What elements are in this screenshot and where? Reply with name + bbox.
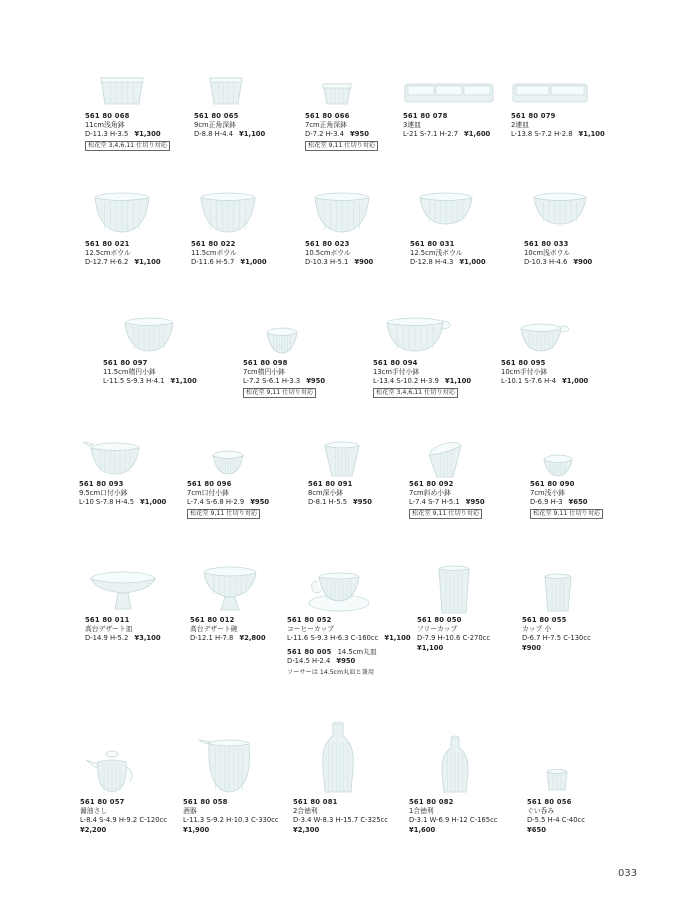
product-price: ¥650 [527,825,546,834]
product-spec: D-11.6 H-5.7 [191,258,235,267]
product-name: 11.5cmボウル [191,249,237,258]
product-code: 561 80 021 [85,240,130,248]
product-spec: D-11.3 H-3.5 [85,130,129,139]
slanted-bowl-icon [409,440,479,484]
product-price: ¥1,100 [134,258,161,267]
product-name: 10.5cmボウル [305,249,351,258]
product-name: 2連皿 [511,121,529,130]
saucer-line [287,648,411,657]
product-code: 561 80 095 [501,359,546,367]
product-name: 高台デザート皿 [85,625,133,634]
product-info [308,480,372,508]
saucer-name: 14.5cm丸皿 [337,647,377,656]
product-info [403,112,490,140]
product-code: 561 80 097 [103,359,148,367]
product-info [243,359,325,398]
oval-bowl-small-icon [243,315,313,363]
product-name: 7cm斜め小鉢 [409,489,451,498]
product-spec-line [305,258,373,267]
product-name: 7cm浅小鉢 [530,489,566,498]
product-spec: L-7.4 S-6.8 H-2.9 [187,498,245,507]
product-name: 11cm浅角鉢 [85,121,125,130]
product-spec: L-10 S-7.8 H-4.5 [79,498,135,507]
product-spec: D-12.7 H-6.2 [85,258,129,267]
product-price: ¥1,600 [409,825,436,834]
product-code: 561 80 033 [524,240,569,248]
product-price: ¥1,000 [459,258,486,267]
shallow-bowl-icon [410,190,480,244]
small-sake-bottle-icon [409,718,479,802]
product-spec-line [190,634,266,643]
product-price: ¥650 [568,498,588,507]
product-spec-line [194,130,265,139]
compatibility-note: 松花堂 9,11 仕切り対応 [305,141,378,151]
product-name: 9cm正角深鉢 [194,121,236,130]
product-spec: L-11.5 S-9.3 H-4.1 [103,377,165,386]
saucer-remark: ソーサーは 14.5cm丸皿と兼用 [287,669,375,677]
product-price: ¥1,900 [183,825,210,834]
product-price-line [527,826,585,835]
product-info [530,480,603,519]
product-name: フリーカップ [417,625,458,634]
product-price: ¥1,100 [170,377,197,386]
handled-bowl-small-icon [501,315,581,363]
handled-bowl-icon [373,315,453,363]
large-sake-bottle-icon [293,718,363,802]
product-price: ¥950 [353,498,372,507]
product-name: 7cm正角深鉢 [305,121,347,130]
rect-shallow-dish-icon [85,70,145,114]
footed-dessert-bowl-icon [190,563,270,622]
product-code: 561 80 022 [191,240,236,248]
saucer-price: ¥950 [336,656,356,665]
product-spec-line [79,498,166,507]
product-info [79,480,166,508]
product-name: 12.5cm浅ボウル [410,249,463,258]
product-price: ¥900 [354,258,374,267]
product-name: ぐい呑み [527,807,555,816]
product-info [80,798,167,835]
bowl-icon [191,190,261,244]
product-name: 10cm手付小鉢 [501,368,548,377]
product-price: ¥1,000 [240,258,267,267]
product-name: 高台デザート碗 [190,625,238,634]
saucer-spec: D-14.5 H-2.4 [287,656,331,665]
tall-cup-icon [417,563,477,622]
product-code: 561 80 096 [187,480,232,488]
product-info [191,240,267,268]
compatibility-note: 松花堂 9,11 仕切り対応 [409,509,482,519]
product-info [194,112,265,140]
shallow-bowl-icon [524,190,594,244]
product-info [85,240,161,268]
product-price: ¥2,800 [239,634,266,643]
coffee-cup-icon [287,563,377,622]
product-price-line [417,644,490,653]
product-name: 9.5cm口付小鉢 [79,489,128,498]
product-info [190,616,266,644]
product-price-line [522,644,591,653]
product-code: 561 80 065 [194,112,239,120]
product-price: ¥950 [465,498,485,507]
product-info [305,112,378,151]
product-code: 561 80 050 [417,616,462,624]
product-code: 561 80 098 [243,359,288,367]
product-info [293,798,388,835]
product-spec: D-6.7 H-7.5 C-130cc [522,634,591,643]
product-info [85,112,170,151]
product-price: ¥1,000 [140,498,167,507]
soy-pot-icon [80,718,140,802]
product-code: 561 80 078 [403,112,448,120]
product-price: ¥950 [350,130,369,139]
compatibility-note: 松花堂 9,11 仕切り対応 [187,509,260,519]
product-spec: L-21 S-7.1 H-2.7 [403,130,459,139]
product-spec-line [501,377,588,386]
small-shallow-bowl-icon [530,440,600,484]
product-price-line [183,826,279,835]
product-name: 11.5cm楕円小鉢 [103,368,156,377]
product-name: 醤油さし [80,807,108,816]
product-code: 561 80 012 [190,616,235,624]
product-name: 12.5cmボウル [85,249,131,258]
product-price: ¥1,100 [578,130,605,139]
product-info [511,112,605,140]
bowl-icon [85,190,155,244]
product-spec-line [80,816,167,825]
product-spec: L-7.4 S-7 H-5.1 [409,498,460,507]
product-spec-line [85,258,161,267]
product-code: 561 80 052 [287,616,332,624]
product-spec: L-13.8 S-7.2 H-2.8 [511,130,573,139]
footed-dessert-plate-icon [85,563,165,622]
product-code: 561 80 091 [308,480,353,488]
oval-bowl-icon [103,315,173,363]
product-code: 561 80 094 [373,359,418,367]
product-info [85,616,161,644]
product-info [524,240,592,268]
compatibility-note: 松花堂 9,11 仕切り対応 [530,509,603,519]
product-info [410,240,486,268]
double-dish-icon [511,70,591,114]
product-spec: D-3.4 W-8.3 H-15.7 C-325cc [293,816,389,825]
product-code: 561 80 081 [293,798,338,806]
deep-bowl-icon [308,440,378,484]
product-spec: D-3.1 W-6.9 H-12 C-165cc [409,816,498,825]
saucer-code: 561 80 005 [287,647,332,656]
product-spec-line [187,498,269,507]
product-code: 561 80 058 [183,798,228,806]
product-spec-line [522,634,591,643]
product-info [183,798,279,835]
product-name: 2合徳利 [293,807,318,816]
compatibility-note: 松花堂 3,4,6,11 仕切り対応 [373,388,458,398]
product-spec-line [409,498,485,507]
product-price: ¥1,100 [417,643,444,652]
product-spec: D-5.5 H-4 C-40cc [527,816,586,825]
product-name: 10cm浅ボウル [524,249,570,258]
product-spec-line [373,377,471,386]
product-spec: D-12.8 H-4.3 [410,258,454,267]
product-spec: D-10.3 H-4.6 [524,258,568,267]
product-spec: L-11.6 S-9.3 H-6.3 C-160cc [287,634,379,643]
product-name: 7cm口付小鉢 [187,489,229,498]
product-info [409,480,485,519]
product-spec-line [524,258,592,267]
product-spec-line [403,130,490,139]
product-info [305,240,373,268]
product-spec: D-8.8 H-4.4 [194,130,234,139]
product-spec-line [527,816,585,825]
product-code: 561 80 082 [409,798,454,806]
product-name: 13cm手付小鉢 [373,368,420,377]
product-code: 561 80 057 [80,798,125,806]
product-price: ¥1,100 [444,377,472,386]
product-spec-line [103,377,197,386]
product-spec: D-6.9 H-3 [530,498,563,507]
product-price: ¥1,600 [464,130,491,139]
product-spec: D-7.2 H-3.4 [305,130,345,139]
product-name: 3連皿 [403,121,421,130]
product-spec-line [305,130,378,139]
triple-dish-icon [403,70,503,114]
product-spec: D-10.3 H-5.1 [305,258,349,267]
product-spec-line [530,498,603,507]
square-deep-bowl-small-icon [305,70,365,114]
product-price: ¥2,200 [80,825,107,834]
product-spec-line [85,634,161,643]
product-spec: D-7.9 H-10.6 C-270cc [417,634,491,643]
page-number: 033 [618,868,638,879]
product-spec: D-12.1 H-7.8 [190,634,234,643]
compatibility-note: 松花堂 3,4,6,11 仕切り対応 [85,141,170,151]
product-price: ¥950 [306,377,326,386]
sake-pitcher-icon [183,718,263,802]
product-spec-line [410,258,486,267]
product-info [409,798,498,835]
product-code: 561 80 066 [305,112,350,120]
product-info [417,616,490,653]
saucer-spec-line [287,657,411,666]
product-spec-line [191,258,267,267]
product-spec: L-11.3 S-9.2 H-10.3 C-330cc [183,816,279,825]
product-code: 561 80 068 [85,112,130,120]
product-spec-line [243,377,325,386]
product-code: 561 80 090 [530,480,575,488]
product-price: ¥1,000 [562,377,589,386]
product-price: ¥3,100 [134,634,161,643]
product-name: 1合徳利 [409,807,434,816]
product-spec: L-10.1 S-7.6 H-4 [501,377,557,386]
square-deep-bowl-icon [194,70,254,114]
product-spec-line [287,634,411,643]
product-code: 561 80 056 [527,798,572,806]
product-price: ¥1,100 [239,130,266,139]
product-price: ¥2,300 [293,825,320,834]
product-code: 561 80 055 [522,616,567,624]
product-code: 561 80 079 [511,112,556,120]
product-price: ¥900 [522,643,541,652]
product-spec: D-14.9 H-5.2 [85,634,129,643]
product-info [527,798,585,835]
product-price-line [293,826,388,835]
product-price-line [409,826,498,835]
product-price: ¥900 [573,258,593,267]
product-spec-line [511,130,605,139]
product-name: 7cm楕円小鉢 [243,368,285,377]
product-price-line [80,826,167,835]
product-spec-line [293,816,388,825]
product-spec-line [183,816,279,825]
product-code: 561 80 023 [305,240,350,248]
small-cup-icon [522,563,582,622]
product-spec-line [417,634,490,643]
product-spec-line [85,130,170,139]
product-spec: L-8.4 S-4.9 H-9.2 C-120cc [80,816,168,825]
product-price: ¥950 [250,498,270,507]
product-info [103,359,197,387]
product-name: 酒器 [183,807,197,816]
bowl-icon [305,190,375,244]
product-price: ¥1,100 [384,634,411,643]
product-name: コーヒーカップ [287,625,335,634]
spouted-bowl-icon [79,440,149,484]
product-info [287,616,411,677]
product-spec: L-13.4 S-10.2 H-3.9 [373,377,439,386]
product-spec: L-7.2 S-6.1 H-3.3 [243,377,301,386]
product-code: 561 80 093 [79,480,124,488]
product-code: 561 80 092 [409,480,454,488]
product-price: ¥1,300 [134,130,161,139]
product-spec-line [409,816,498,825]
spouted-bowl-small-icon [187,440,257,484]
product-code: 561 80 031 [410,240,455,248]
product-name: カップ 小 [522,625,552,634]
product-info [187,480,269,519]
product-spec-line [308,498,372,507]
product-info [373,359,471,398]
product-info [522,616,591,653]
product-name: 8cm深小鉢 [308,489,344,498]
product-spec: D-8.1 H-5.5 [308,498,348,507]
product-info [501,359,588,387]
sake-cup-icon [527,718,587,802]
compatibility-note: 松花堂 9,11 仕切り対応 [243,388,316,398]
product-code: 561 80 011 [85,616,130,624]
